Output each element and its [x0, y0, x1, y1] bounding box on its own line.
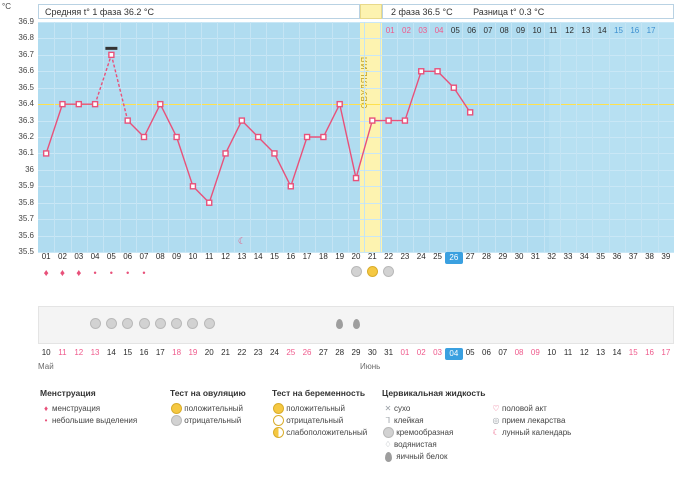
- legend-menstruation: [40, 388, 170, 427]
- phase2-day-label: 16: [630, 26, 640, 35]
- drop-small-icon: •: [44, 416, 48, 425]
- y-axis-tick-label: 36.7: [18, 49, 34, 59]
- calendar-day-cell[interactable]: 28: [335, 348, 345, 357]
- cycle-day-cell[interactable]: 31: [530, 252, 540, 261]
- watery-icon: ♢: [384, 440, 392, 449]
- cycle-day-cell[interactable]: 10: [188, 252, 198, 261]
- calendar-day-cell[interactable]: 13: [596, 348, 606, 357]
- legend-cervical-fluid-title: Цервикальная жидкость: [382, 388, 486, 398]
- cycle-day-cell[interactable]: 24: [416, 252, 426, 261]
- gray-dot-icon: [170, 415, 182, 427]
- cycle-day-cell[interactable]: 08: [155, 252, 165, 261]
- calendar-day-cell[interactable]: 10: [41, 348, 51, 357]
- legend-item: [490, 403, 620, 415]
- phase2-day-label: 04: [434, 26, 444, 35]
- calendar-day-cell[interactable]: 07: [498, 348, 508, 357]
- phase2-day-label: 13: [581, 26, 591, 35]
- calendar-day-cell[interactable]: 12: [579, 348, 589, 357]
- y-axis-tick-label: 35.8: [18, 197, 34, 207]
- calendar-day-cell[interactable]: 14: [612, 348, 622, 357]
- phase1-label: Средняя t° 1 фаза 36.2 °C: [45, 7, 154, 17]
- cycle-day-cell[interactable]: 29: [498, 252, 508, 261]
- calendar-day-cell[interactable]: 17: [155, 348, 165, 357]
- calendar-day-cell[interactable]: 29: [351, 348, 361, 357]
- cycle-day-cell[interactable]: 14: [253, 252, 263, 261]
- cycle-day-cell[interactable]: 23: [400, 252, 410, 261]
- legend-item-label: менструация: [52, 404, 101, 413]
- legend-item-label: половой акт: [502, 404, 547, 413]
- calendar-day-cell[interactable]: 10: [547, 348, 557, 357]
- cycle-day-cell[interactable]: 32: [547, 252, 557, 261]
- cycle-day-cell[interactable]: 22: [384, 252, 394, 261]
- eggwhite-icon: [382, 451, 394, 463]
- legend-item: [382, 451, 490, 463]
- calendar-day-cell[interactable]: 02: [416, 348, 426, 357]
- creamy-icon: [382, 427, 394, 439]
- legend-item: [490, 427, 620, 439]
- legend-item: [272, 403, 382, 415]
- cycle-day-cell[interactable]: 02: [58, 252, 67, 261]
- legend-item: [272, 415, 382, 427]
- cycle-day-cell[interactable]: 03: [74, 252, 84, 261]
- menstruation-heavy-icon[interactable]: ♦: [59, 268, 65, 279]
- drop-large-icon: ♦: [43, 404, 49, 413]
- cycle-day-cell[interactable]: 18: [318, 252, 328, 261]
- cervical-fluid-creamy-icon[interactable]: [168, 318, 186, 329]
- cycle-day-cell[interactable]: 30: [514, 252, 524, 261]
- legend-item-label: лунный календарь: [502, 428, 572, 437]
- calendar-day-cell[interactable]: 09: [530, 348, 540, 357]
- cycle-day-cell[interactable]: 06: [123, 252, 133, 261]
- cervical-fluid-creamy-icon[interactable]: [86, 318, 104, 329]
- cycle-day-cell[interactable]: 01: [41, 252, 51, 261]
- legend-item-label: положительный: [184, 404, 244, 413]
- cervical-fluid-symbol-row[interactable]: [38, 318, 674, 334]
- calendar-day-cell[interactable]: 11: [563, 348, 573, 357]
- legend-item: [382, 427, 490, 439]
- phase2-day-label: 17: [646, 26, 656, 35]
- phase2-day-label: 02: [402, 26, 411, 35]
- cycle-day-cell[interactable]: 39: [661, 252, 671, 261]
- cycle-day-cell[interactable]: 15: [270, 252, 279, 261]
- menstruation-light-icon[interactable]: •: [142, 268, 146, 278]
- ovulation-test-icon[interactable]: [363, 266, 381, 277]
- menstruation-heavy-icon[interactable]: ♦: [76, 268, 82, 279]
- calendar-day-cell[interactable]: 04: [445, 348, 463, 360]
- y-axis-tick-label: 35.6: [18, 230, 34, 240]
- legend: [38, 388, 674, 478]
- y-axis-tick-label: 36.6: [18, 66, 34, 76]
- cycle-day-cell[interactable]: 38: [645, 252, 654, 261]
- bbt-chart-plot[interactable]: [38, 22, 674, 252]
- white-dot-icon: [272, 415, 284, 427]
- y-axis-tick-label: 36.1: [18, 148, 34, 158]
- cycle-day-cell[interactable]: 19: [335, 252, 345, 261]
- phase2-day-label: 15: [614, 26, 623, 35]
- calendar-day-cell[interactable]: 06: [482, 348, 491, 357]
- calendar-day-cell[interactable]: 05: [465, 348, 475, 357]
- heart-icon: ♡: [492, 404, 500, 413]
- cycle-day-cell[interactable]: 16: [286, 252, 296, 261]
- menstruation-light-icon[interactable]: •: [126, 268, 130, 278]
- calendar-day-cell[interactable]: 18: [172, 348, 182, 357]
- legend-ovulation-test-title: Тест на овуляцию: [170, 388, 246, 398]
- cycle-day-cell[interactable]: 33: [563, 252, 573, 261]
- legend-item-label: прием лекарства: [502, 416, 566, 425]
- calendar-day-cell[interactable]: 20: [204, 348, 214, 357]
- calendar-day-cell[interactable]: 22: [237, 348, 247, 357]
- cervical-fluid-eggwhite-icon[interactable]: [331, 318, 349, 329]
- yellow-dot-icon: [272, 403, 284, 415]
- calendar-day-cell[interactable]: 21: [221, 348, 230, 357]
- legend-item-label: положительный: [286, 404, 346, 413]
- calendar-day-cell[interactable]: 24: [270, 348, 279, 357]
- cycle-day-cell[interactable]: 13: [237, 252, 247, 261]
- y-axis-tick-label: 36.4: [18, 99, 34, 109]
- legend-menstruation-title: Менструация: [40, 388, 96, 398]
- y-axis-tick-label: 35.5: [18, 247, 34, 256]
- legend-item-label: сухо: [394, 404, 411, 413]
- legend-pregnancy-test-title: Тест на беременность: [272, 388, 366, 398]
- cycle-day-cell[interactable]: 21: [367, 252, 377, 261]
- legend-item: [382, 415, 490, 427]
- phase2-day-label: 10: [532, 26, 542, 35]
- legend-item-label: кремообразная: [396, 428, 454, 437]
- legend-item: [382, 439, 490, 451]
- calendar-day-cell[interactable]: 12: [74, 348, 84, 357]
- calendar-date-row[interactable]: [38, 348, 674, 362]
- legend-misc-title: [490, 388, 620, 398]
- menstruation-light-icon[interactable]: •: [109, 268, 113, 278]
- ovulation-test-icon[interactable]: [380, 266, 398, 277]
- calendar-day-cell[interactable]: 15: [628, 348, 638, 357]
- legend-pregnancy-test: [272, 388, 382, 439]
- phase2-day-header-row: [38, 26, 674, 42]
- calendar-day-cell[interactable]: 14: [106, 348, 116, 357]
- pill-icon: ◎: [492, 416, 500, 425]
- legend-item-label: водянистая: [394, 440, 437, 449]
- cycle-day-cell[interactable]: 27: [465, 252, 475, 261]
- legend-item: [40, 415, 170, 427]
- cervical-fluid-creamy-icon[interactable]: [184, 318, 202, 329]
- legend-item: [170, 403, 272, 415]
- month-label-right: Июнь: [360, 362, 381, 371]
- cycle-day-cell[interactable]: 07: [139, 252, 149, 261]
- calendar-day-cell[interactable]: 26: [302, 348, 312, 357]
- cycle-day-cell[interactable]: 35: [596, 252, 606, 261]
- ovulation-test-icon[interactable]: [347, 266, 365, 277]
- phase-summary-bar: [38, 4, 674, 19]
- y-axis-tick-label: 36.5: [18, 82, 34, 92]
- y-axis-tick-label: 36.2: [18, 132, 34, 141]
- calendar-day-cell[interactable]: 03: [433, 348, 442, 357]
- y-axis-tick-label: 35.7: [18, 214, 34, 224]
- y-axis-unit: °C: [2, 2, 11, 11]
- cycle-day-cell[interactable]: 09: [172, 252, 182, 261]
- phase2-day-label: 09: [516, 26, 526, 35]
- legend-cervical-fluid: [382, 388, 490, 463]
- calendar-day-cell[interactable]: 25: [286, 348, 296, 357]
- cervical-fluid-creamy-icon[interactable]: [200, 318, 218, 329]
- legend-item-label: клейкая: [394, 416, 424, 425]
- phase2-day-label: 05: [450, 26, 460, 35]
- calendar-day-cell[interactable]: 17: [661, 348, 671, 357]
- half-dot-icon: [272, 427, 284, 439]
- legend-item-label: слабоположительный: [286, 428, 368, 437]
- legend-item-label: яичный белок: [396, 452, 448, 461]
- phase2-day-label: 14: [597, 26, 607, 35]
- cycle-day-cell[interactable]: 04: [90, 252, 100, 261]
- legend-item-label: отрицательный: [184, 416, 242, 425]
- cycle-day-cell[interactable]: 28: [482, 252, 491, 261]
- month-label-left: Май: [38, 362, 54, 371]
- cycle-day-cell[interactable]: 20: [351, 252, 361, 261]
- cycle-day-cell[interactable]: 05: [106, 252, 116, 261]
- difference-label: Разница t° 0.3 °C: [473, 7, 545, 17]
- sticky-icon: ⅂: [385, 416, 391, 425]
- legend-misc: [490, 388, 620, 439]
- legend-ovulation-test: [170, 388, 272, 427]
- calendar-day-cell[interactable]: 27: [318, 348, 328, 357]
- menstruation-heavy-icon[interactable]: ♦: [43, 268, 49, 279]
- calendar-day-cell[interactable]: 13: [90, 348, 100, 357]
- calendar-day-cell[interactable]: 23: [253, 348, 263, 357]
- cervical-fluid-creamy-icon[interactable]: [102, 318, 120, 329]
- cervical-fluid-eggwhite-icon[interactable]: [347, 318, 365, 329]
- phase2-box: [382, 4, 674, 19]
- cycle-day-cell[interactable]: 12: [221, 252, 230, 261]
- phase2-day-label: 01: [385, 26, 395, 35]
- calendar-day-cell[interactable]: 19: [188, 348, 198, 357]
- calendar-day-cell[interactable]: 16: [645, 348, 654, 357]
- cervical-fluid-creamy-icon[interactable]: [151, 318, 169, 329]
- legend-item: [272, 427, 382, 439]
- legend-item-label: отрицательный: [286, 416, 344, 425]
- cycle-day-cell[interactable]: 26: [445, 252, 463, 264]
- calendar-day-cell[interactable]: 16: [139, 348, 149, 357]
- phase2-label: 2 фаза 36.5 °C: [391, 7, 453, 17]
- cycle-day-cell[interactable]: 34: [579, 252, 589, 261]
- y-axis-tick-label: 36.9: [18, 17, 34, 26]
- cycle-day-cell[interactable]: 11: [205, 252, 214, 261]
- calendar-day-cell[interactable]: 15: [123, 348, 133, 357]
- cycle-day-row[interactable]: [38, 252, 674, 266]
- moon-icon: ☾: [492, 428, 500, 437]
- phase2-day-label: 12: [565, 26, 574, 35]
- legend-item-label: небольшие выделения: [52, 416, 138, 425]
- ovulation-marker-box: [360, 4, 382, 19]
- legend-item: [40, 403, 170, 415]
- phase2-day-label: 06: [467, 26, 477, 35]
- calendar-day-cell[interactable]: 08: [514, 348, 524, 357]
- y-axis-tick-label: 36.8: [18, 33, 34, 43]
- calendar-day-cell[interactable]: 30: [367, 348, 377, 357]
- phase2-day-label: 08: [499, 26, 509, 35]
- legend-item: [490, 415, 620, 427]
- cycle-day-cell[interactable]: 17: [302, 252, 312, 261]
- y-axis-tick-label: 36.3: [18, 115, 34, 125]
- moon-icon: ☾: [237, 236, 246, 246]
- calendar-day-cell[interactable]: 11: [58, 348, 67, 357]
- legend-item: [382, 403, 490, 415]
- phase2-day-label: 03: [418, 26, 428, 35]
- dry-icon: ✕: [384, 404, 392, 413]
- y-axis-tick-label: 35.9: [18, 181, 34, 191]
- yellow-dot-icon: [170, 403, 182, 415]
- cycle-day-cell[interactable]: 37: [628, 252, 638, 261]
- cycle-day-cell[interactable]: 25: [433, 252, 442, 261]
- calendar-day-cell[interactable]: 31: [384, 348, 394, 357]
- cycle-day-cell[interactable]: 36: [612, 252, 622, 261]
- phase1-box: [38, 4, 360, 19]
- ovulation-test-symbol-row[interactable]: [38, 266, 674, 282]
- menstruation-light-icon[interactable]: •: [93, 268, 97, 278]
- bbt-line-series: [38, 22, 674, 252]
- phase2-day-label: 07: [483, 26, 493, 35]
- legend-item: [170, 415, 272, 427]
- cervical-fluid-creamy-icon[interactable]: [135, 318, 153, 329]
- calendar-day-cell[interactable]: 01: [400, 348, 410, 357]
- y-axis-tick-label: 36: [25, 164, 34, 174]
- cervical-fluid-creamy-icon[interactable]: [119, 318, 137, 329]
- phase2-day-label: 11: [549, 26, 558, 35]
